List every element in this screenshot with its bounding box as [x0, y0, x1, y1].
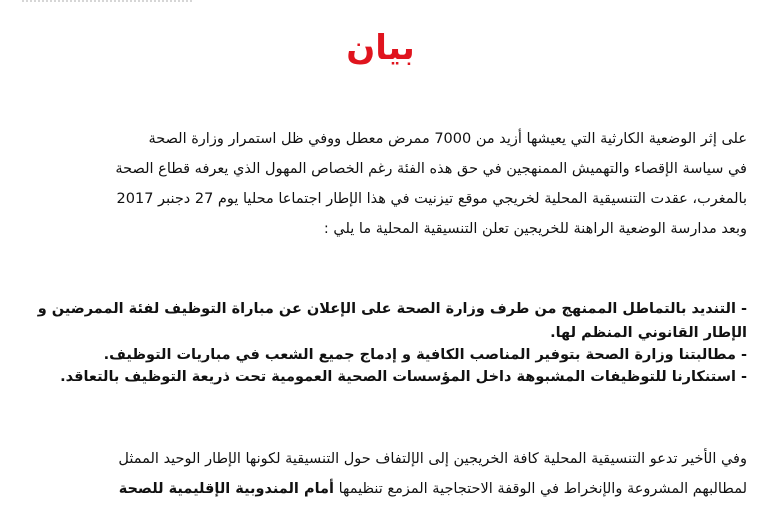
intro-paragraph: [14, 124, 747, 244]
closing-line-text: لمطالبهم المشروعة والإنخراط في الوقفة الاحتجاجية المزمع تنظيمها: [333, 481, 747, 497]
closing-line: وفي الأخير تدعو التنسيقية المحلية كافة الخريجين إلى الإلتفاف حول التنسيقية لكونها الإطار الوحيد الممثل: [118, 451, 747, 467]
intro-line: في سياسة الإقصاء والتهميش الممنهجين في حق هذه الفئة رغم الخصاص المهول الذي يعرفه قطاع الصحة: [115, 161, 747, 177]
closing-line: [14, 474, 747, 504]
closing-line-emphasis: أمام المندوبية الإقليمية للصحة: [118, 481, 334, 497]
intro-line: وبعد مدارسة الوضعية الراهنة للخريجين تعلن التنسيقية المحلية ما يلي :: [323, 221, 747, 237]
demand-line: - التنديد بالتماطل الممنهج من طرف وزارة الصحة على الإعلان عن مباراة التوظيف لفئة الممرضين و: [37, 301, 747, 317]
top-edge-mark: [22, 0, 192, 8]
demand-line: - استنكارنا للتوظيفات المشبوهة داخل المؤسسات الصحية العمومية تحت ذريعة التوظيف بالتعاقد.: [60, 369, 747, 385]
demand-line: الإطار القانوني المنظم لها.: [550, 325, 747, 341]
intro-line: على إثر الوضعية الكارثية التي يعيشها أزيد من 7000 ممرض معطل ووفي ظل استمرار وزارة الصحة: [148, 131, 747, 147]
intro-line: بالمغرب، عقدت التنسيقية المحلية لخريجي موقع تيزنيت في هذا الإطار اجتماعا محليا يوم 27 دجنبر 2017: [116, 191, 747, 207]
demand-line: - مطالبتنا وزارة الصحة بتوفير المناصب الكافية و إدماج جميع الشعب في مباريات التوظيف.: [103, 347, 747, 363]
document-title: بيان: [346, 28, 415, 68]
closing-paragraph: [14, 444, 747, 504]
demands-list: [14, 296, 747, 388]
